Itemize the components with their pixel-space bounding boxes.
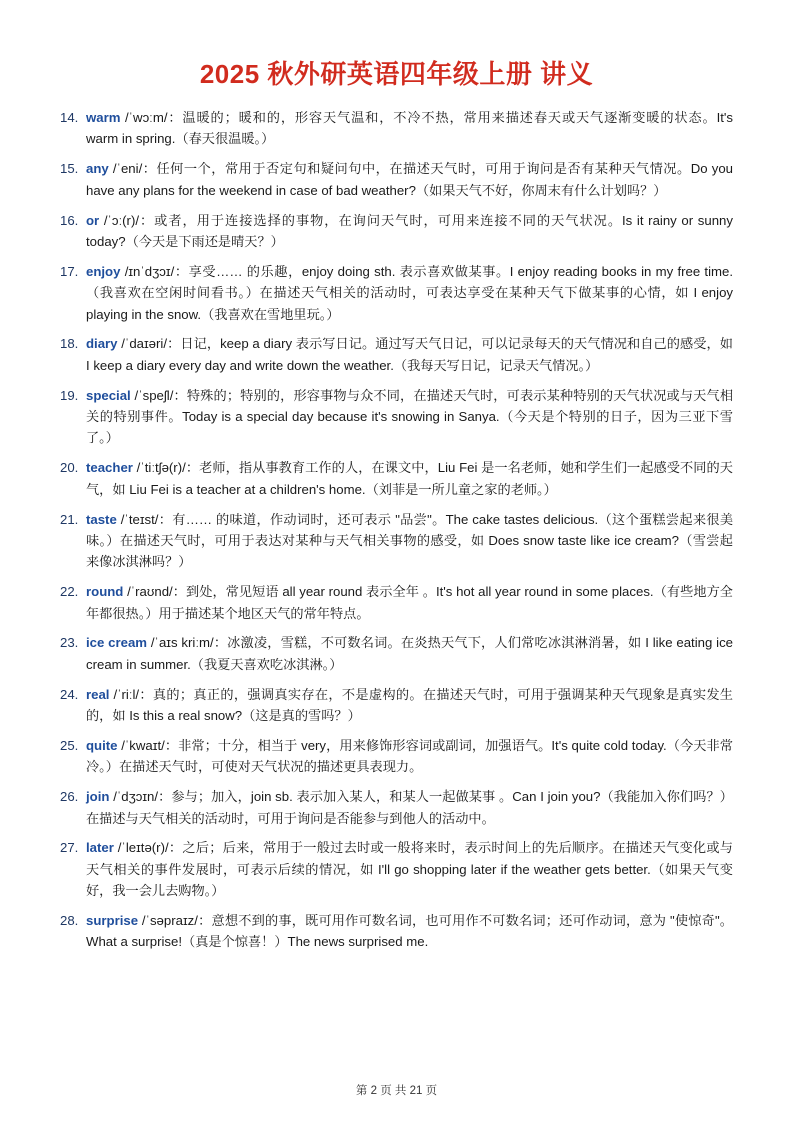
page-title: 2025 秋外研英语四年级上册 讲义 bbox=[199, 59, 594, 89]
list-item bbox=[60, 735, 733, 778]
entry-definition: ：温暖的；暖和的，形容天气温和，不冷不热，常用来描述春天或天气逐渐变暖的状态。It's warm in spring.（春天很温暖。） bbox=[86, 110, 734, 147]
entry-number: 21. bbox=[60, 511, 79, 527]
entry-phonetic: /ˈaɪs kriːm/ bbox=[150, 635, 214, 651]
entry-number: 16. bbox=[60, 212, 79, 228]
entry-headword: diary bbox=[86, 336, 118, 352]
entry-definition: ：参与；加入，join sb. 表示加入某人，和某人一起做某事 。Can I join you?（我能加入你们吗？）在描述与天气相关的活动时，可用于询问是否能参与到他人的活动中。 bbox=[86, 789, 733, 826]
entry-headword: round bbox=[86, 584, 124, 600]
list-item bbox=[60, 158, 733, 201]
entry-definition: ：到处，常见短语 all year round 表示全年 。It's hot all year round in some places.（有些地方全年都很热。）用于描述某个地区天气的常年特点。 bbox=[86, 584, 733, 621]
entry-headword: real bbox=[86, 686, 110, 702]
page-footer bbox=[0, 1082, 793, 1098]
entry-headword: special bbox=[86, 387, 131, 403]
entry-definition: ：享受…… 的乐趣，enjoy doing sth. 表示喜欢做某事。I enjoy reading books in my free time.（我喜欢在空闲时间看书。）在描述天气相关的活动时，可表达享受在某种天气下做某事的心情，如 I enjoy playing in the snow.（我喜欢在雪地里玩。） bbox=[86, 263, 733, 322]
entry-body bbox=[86, 786, 733, 829]
entry-number: 14. bbox=[60, 110, 79, 125]
entry-body bbox=[86, 385, 733, 449]
entry-body bbox=[86, 837, 733, 901]
entry-number: 25. bbox=[60, 737, 79, 753]
list-item bbox=[60, 210, 733, 253]
entry-definition: ：或者，用于连接选择的事物，在询问天气时，可用来连接不同的天气状况。Is it rainy or sunny today?（今天是下雨还是晴天？） bbox=[86, 212, 733, 249]
entry-headword: later bbox=[86, 840, 114, 856]
entry-body bbox=[86, 107, 733, 150]
entry-body bbox=[86, 735, 733, 778]
entry-headword: any bbox=[86, 161, 109, 177]
entry-body bbox=[86, 158, 733, 201]
entry-phonetic: /ɪnˈdʒɔɪ/ bbox=[124, 263, 175, 279]
entry-definition: ：非常；十分，相当于 very，用来修饰形容词或副词，加强语气。It's quite cold today.（今天非常冷。）在描述天气时，可使对天气状况的描述更具表现力。 bbox=[86, 737, 733, 775]
list-item bbox=[60, 581, 733, 624]
entry-definition: ：有…… 的味道，作动词时，还可表示 "品尝"。The cake tastes delicious.（这个蛋糕尝起来很美味。）在描述天气时，可用于表达对某种与天气相关事物的感受，如 Does snow taste like ice cream?（雪尝起来像冰淇淋吗？） bbox=[86, 511, 734, 570]
list-item bbox=[60, 509, 733, 573]
entry-definition: ：意想不到的事，既可用作可数名词，也可用作不可数名词；还可作动词，意为 "使惊奇"。What a surprise!（真是个惊喜！）The news surprised me. bbox=[86, 913, 733, 950]
entry-phonetic: /ˈriːl/ bbox=[113, 686, 140, 702]
entry-phonetic: /ˈdʒɔɪn/ bbox=[113, 789, 159, 805]
entry-definition: ：老师，指从事教育工作的人，在课文中，Liu Fei 是一名老师，她和学生们一起感受不同的天气，如 Liu Fei is a teacher at a children's home.（刘菲是一所儿童之家的老师。） bbox=[86, 460, 733, 497]
list-item bbox=[60, 632, 733, 675]
entry-body bbox=[86, 333, 733, 376]
entry-number: 15. bbox=[60, 161, 79, 177]
entry-number: 28. bbox=[60, 913, 79, 928]
entry-phonetic: /ˈteɪst/ bbox=[120, 511, 159, 527]
entry-number: 18. bbox=[60, 336, 79, 352]
entry-definition: ：日记，keep a diary 表示写日记。通过写天气日记，可以记录每天的天气情况和自己的感受，如 I keep a diary every day and write down the weather.（我每天写日记，记录天气情况。） bbox=[86, 336, 733, 373]
entry-headword: quite bbox=[86, 737, 118, 753]
entry-body bbox=[86, 632, 733, 675]
entry-definition: ：特殊的；特别的，形容事物与众不同，在描述天气时，可表示某种特别的天气状况或与天气相关的特别事件。Today is a special day because it's snowing in Sanya.（今天是个特别的日子，因为三亚下雪了。） bbox=[86, 387, 734, 446]
entry-definition: ：冰激凌，雪糕，不可数名词。在炎热天气下，人们常吃冰淇淋消暑，如 I like eating ice cream in summer.（我夏天喜欢吃冰淇淋。） bbox=[86, 635, 733, 672]
list-item bbox=[60, 837, 733, 901]
entry-phonetic: /ˈsəpraɪz/ bbox=[141, 913, 198, 928]
entry-number: 27. bbox=[60, 840, 79, 856]
list-item bbox=[60, 261, 733, 325]
entry-body bbox=[86, 581, 733, 624]
entry-phonetic: /ˈdaɪəri/ bbox=[121, 336, 168, 352]
entry-definition: ：真的；真正的，强调真实存在，不是虚构的。在描述天气时，可用于强调某种天气现象是真实发生的，如 Is this a real snow?（这是真的雪吗？） bbox=[86, 686, 733, 723]
entry-phonetic: /ˈspeʃl/ bbox=[134, 387, 174, 403]
entry-headword: teacher bbox=[86, 460, 133, 476]
list-item bbox=[60, 910, 733, 953]
entry-number: 17. bbox=[60, 263, 79, 279]
entry-phonetic: /ˈɔː(r)/ bbox=[103, 212, 139, 228]
entry-number: 22. bbox=[60, 584, 79, 600]
entry-headword: enjoy bbox=[86, 263, 121, 279]
entry-definition: ：任何一个，常用于否定句和疑问句中，在描述天气时，可用于询问是否有某种天气情况。Do you have any plans for the weekend in case of bad weather?（如果天气不好，你周末有什么计划吗？） bbox=[86, 161, 734, 198]
entry-body bbox=[86, 210, 733, 253]
entry-phonetic: /ˈleɪtə(r)/ bbox=[117, 840, 169, 856]
entry-body bbox=[86, 684, 733, 727]
list-item bbox=[60, 786, 733, 829]
entry-headword: or bbox=[86, 212, 100, 228]
entry-number: 19. bbox=[60, 387, 79, 403]
entry-body bbox=[86, 910, 733, 953]
entry-number: 24. bbox=[60, 686, 79, 702]
entry-phonetic: /ˈkwaɪt/ bbox=[121, 737, 165, 753]
entry-headword: ice cream bbox=[86, 635, 148, 651]
footer-text: 第 2 页 共 21 页 bbox=[355, 1085, 438, 1097]
entry-headword: join bbox=[86, 789, 110, 805]
entry-phonetic: /ˈraʊnd/ bbox=[127, 584, 173, 600]
list-item bbox=[60, 684, 733, 727]
entry-phonetic: /ˈwɔːm/ bbox=[125, 110, 168, 125]
entry-number: 20. bbox=[60, 460, 79, 476]
entry-number: 23. bbox=[60, 635, 79, 651]
entry-number: 26. bbox=[60, 789, 79, 805]
list-item bbox=[60, 385, 733, 449]
list-item bbox=[60, 107, 733, 150]
entry-body bbox=[86, 509, 733, 573]
entry-headword: surprise bbox=[86, 913, 139, 928]
list-item bbox=[60, 333, 733, 376]
entry-phonetic: /ˈeni/ bbox=[112, 161, 143, 177]
list-item bbox=[60, 457, 733, 500]
entry-definition: ：之后；后来，常用于一般过去时或一般将来时，表示时间上的先后顺序。在描述天气变化或与天气相关的事件发展时，可表示后续的情况，如 I'll go shopping later if the weather gets better.（如果天气变好，我一会儿去购物。） bbox=[86, 840, 733, 899]
entry-headword: warm bbox=[86, 110, 121, 125]
vocabulary-list bbox=[60, 107, 733, 953]
entry-body bbox=[86, 457, 733, 500]
entry-headword: taste bbox=[86, 511, 117, 527]
entry-phonetic: /ˈtiːtʃə(r)/ bbox=[136, 460, 186, 476]
entry-body bbox=[86, 261, 733, 325]
